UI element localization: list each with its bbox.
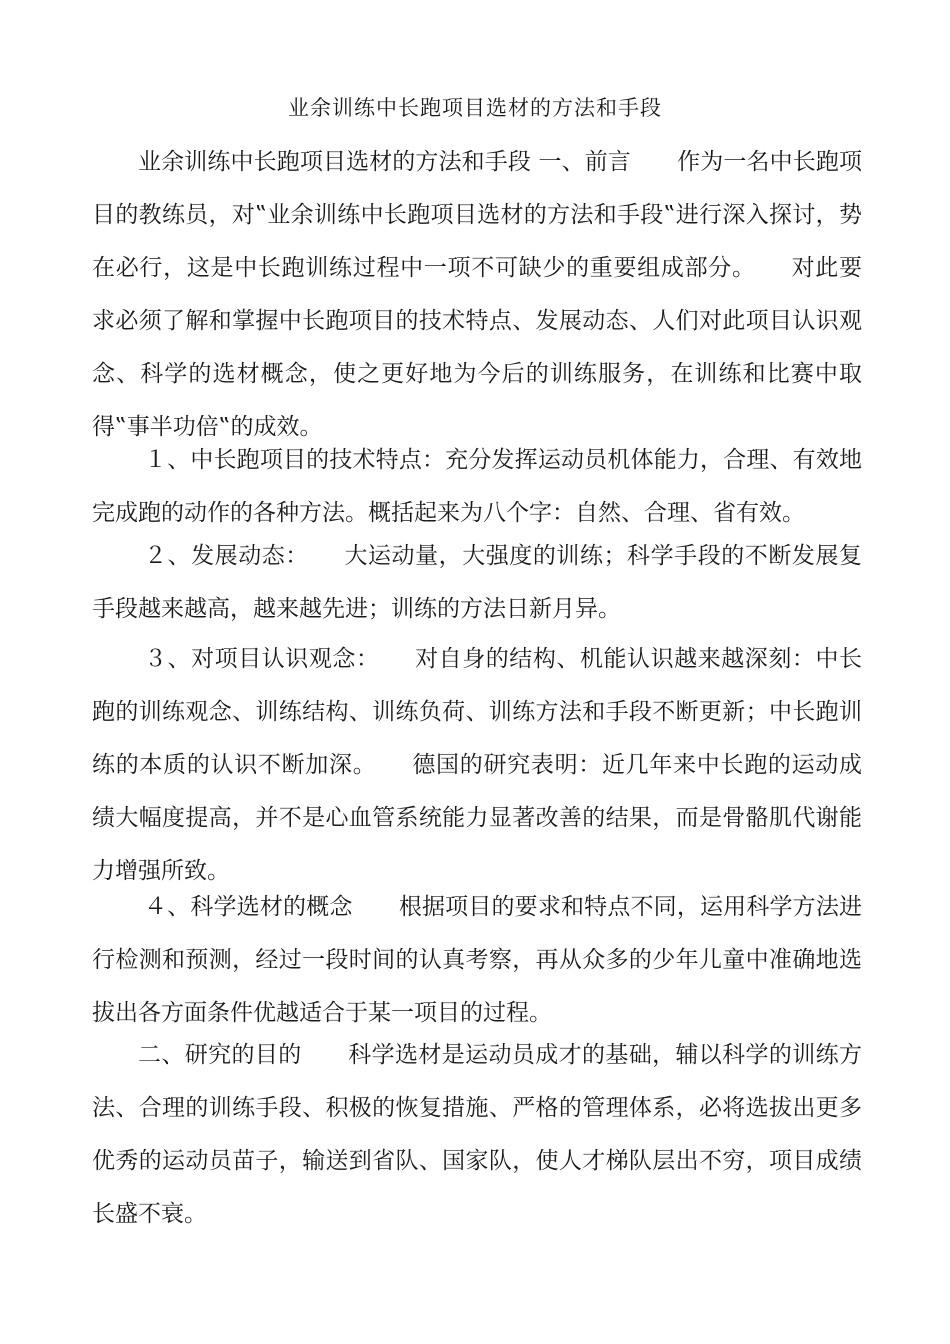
paragraph-research-purpose: 二、研究的目的 科学选材是运动员成才的基础，辅以科学的训练方法、合理的训练手段、积极的恢复措施、严格的管理体系，必将选拔出更多优秀的运动员苗子，输送到省队、国家队，使人才梯队层出不穷，项目成绩长盛不衰。 (92, 1042, 862, 1227)
paragraph-understanding-concepts: ３、对项目认识观念： 对自身的结构、机能认识越来越深刻：中长跑的训练观念、训练结构、训练负荷、训练方法和手段不断更新；中长跑训练的本质的认识不断加深。 德国的研究表明：近几年来中长跑的运动成绩大幅度提高，并不是心血管系统能力显著改善的结果，而是骨骼肌代谢能力增强所致。 (92, 646, 862, 884)
document-title: 业余训练中长跑项目选材的方法和手段 (288, 96, 662, 120)
paragraph-development-trends: ２、发展动态： 大运动量，大强度的训练；科学手段的不断发展复手段越来越高，越来越先进；训练的方法日新月异。 (92, 543, 862, 622)
paragraph-intro: 业余训练中长跑项目选材的方法和手段 一、前言 作为一名中长跑项目的教练员，对‟业余训练中长跑项目选材的方法和手段‟进行深入探讨，势在必行，这是中长跑训练过程中一项不可缺少的重要组成部分。 对此要求必须了解和掌握中长跑项目的技术特点、发展动态、人们对此项目认识观念、科学的选材概念，使之更好地为今后的训练服务，在训练和比赛中取得‟事半功倍‟的成效。 (92, 149, 862, 440)
paragraph-selection-concept: ４、科学选材的概念 根据项目的要求和特点不同，运用科学方法进行检测和预测，经过一段时间的认真考察，再从众多的少年儿童中准确地选拔出各方面条件优越适合于某一项目的过程。 (92, 894, 862, 1026)
paragraph-technical-features: １、中长跑项目的技术特点：充分发挥运动员机体能力，合理、有效地完成跑的动作的各种方法。概括起来为八个字：自然、合理、省有效。 (92, 447, 862, 526)
